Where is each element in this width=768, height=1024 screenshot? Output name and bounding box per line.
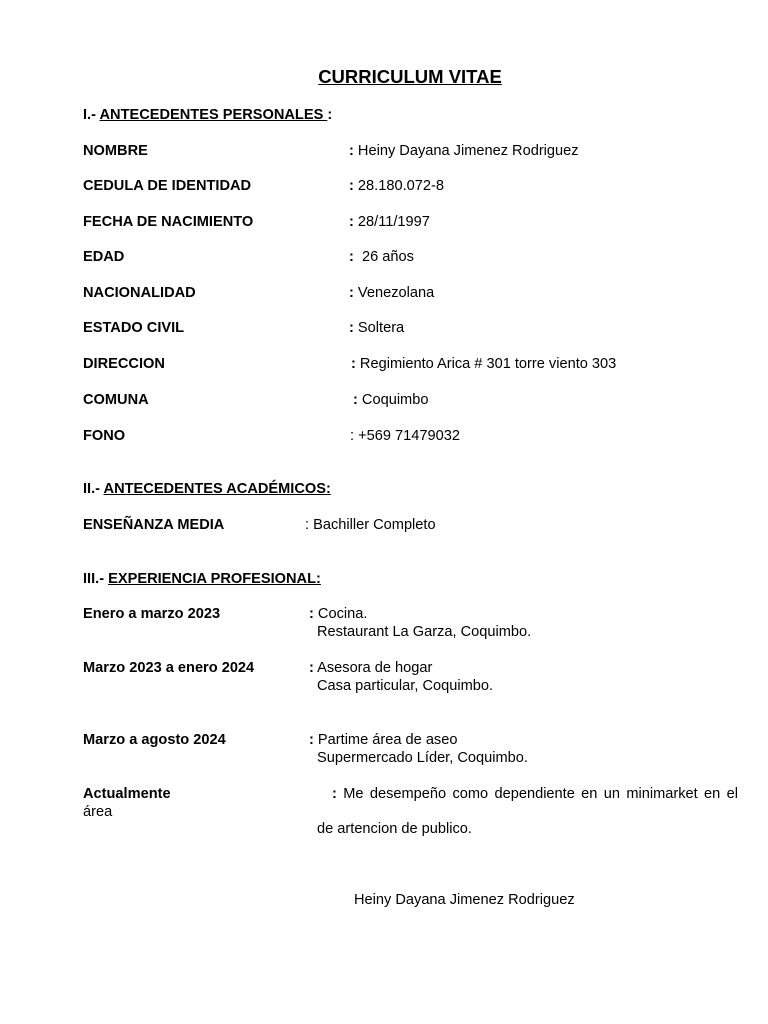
experience-place: Casa particular, Coquimbo. [317,678,494,694]
experience-period: Enero a marzo 2023 [83,606,221,622]
field-value: : +569 71479032 [350,428,460,444]
section-title: ANTECEDENTES ACADÉMICOS: [103,481,331,497]
experience-period: Marzo a agosto 2024 [83,732,226,748]
experience-period: Actualmente [83,786,171,802]
section-number: II.- [83,481,101,497]
field-label: ESTADO CIVIL [83,320,185,336]
section-experience-heading [83,570,321,588]
field-value: : 26 años [349,249,414,265]
experience-role: : Cocina. [309,606,368,622]
field-value: : Soltera [349,320,405,336]
experience-place: Supermercado Líder, Coquimbo. [317,750,528,766]
section-number: I.- [83,107,96,123]
section-title: ANTECEDENTES PERSONALES [99,107,328,123]
field-value: : 28/11/1997 [349,214,430,230]
experience-role-wrap: área [83,804,113,820]
field-label: DIRECCION [83,356,165,372]
field-value: : 28.180.072-8 [349,178,444,194]
field-value: : Coquimbo [353,392,429,408]
field-label: CEDULA DE IDENTIDAD [83,178,252,194]
experience-role-continued: de artencion de publico. [317,821,472,837]
field-label: ENSEÑANZA MEDIA [83,517,225,533]
document-title: CURRICULUM VITAE [318,66,502,87]
field-label: COMUNA [83,392,149,408]
field-value: : Regimiento Arica # 301 torre viento 303 [351,356,617,372]
field-value: : Bachiller Completo [305,517,436,533]
field-label: NACIONALIDAD [83,285,196,301]
field-label: FECHA DE NACIMIENTO [83,214,254,230]
experience-place: Restaurant La Garza, Coquimbo. [317,624,532,640]
section-colon: : [327,107,333,123]
section-number: III.- [83,571,105,587]
section-academic-heading [83,480,331,498]
field-value: : Heiny Dayana Jimenez Rodriguez [349,143,579,159]
section-title: EXPERIENCIA PROFESIONAL: [108,571,321,587]
experience-period: Marzo 2023 a enero 2024 [83,660,255,676]
experience-role: : Asesora de hogar [309,660,433,676]
field-label: NOMBRE [83,143,148,159]
experience-role: : Me desempeño como dependiente en un minimarket en el [332,786,738,802]
field-value: : Venezolana [349,285,435,301]
field-label: EDAD [83,249,125,265]
signature-name: Heiny Dayana Jimenez Rodriguez [354,892,575,908]
experience-role: : Partime área de aseo [309,732,458,748]
section-personal-heading [83,106,332,124]
field-label: FONO [83,428,126,444]
